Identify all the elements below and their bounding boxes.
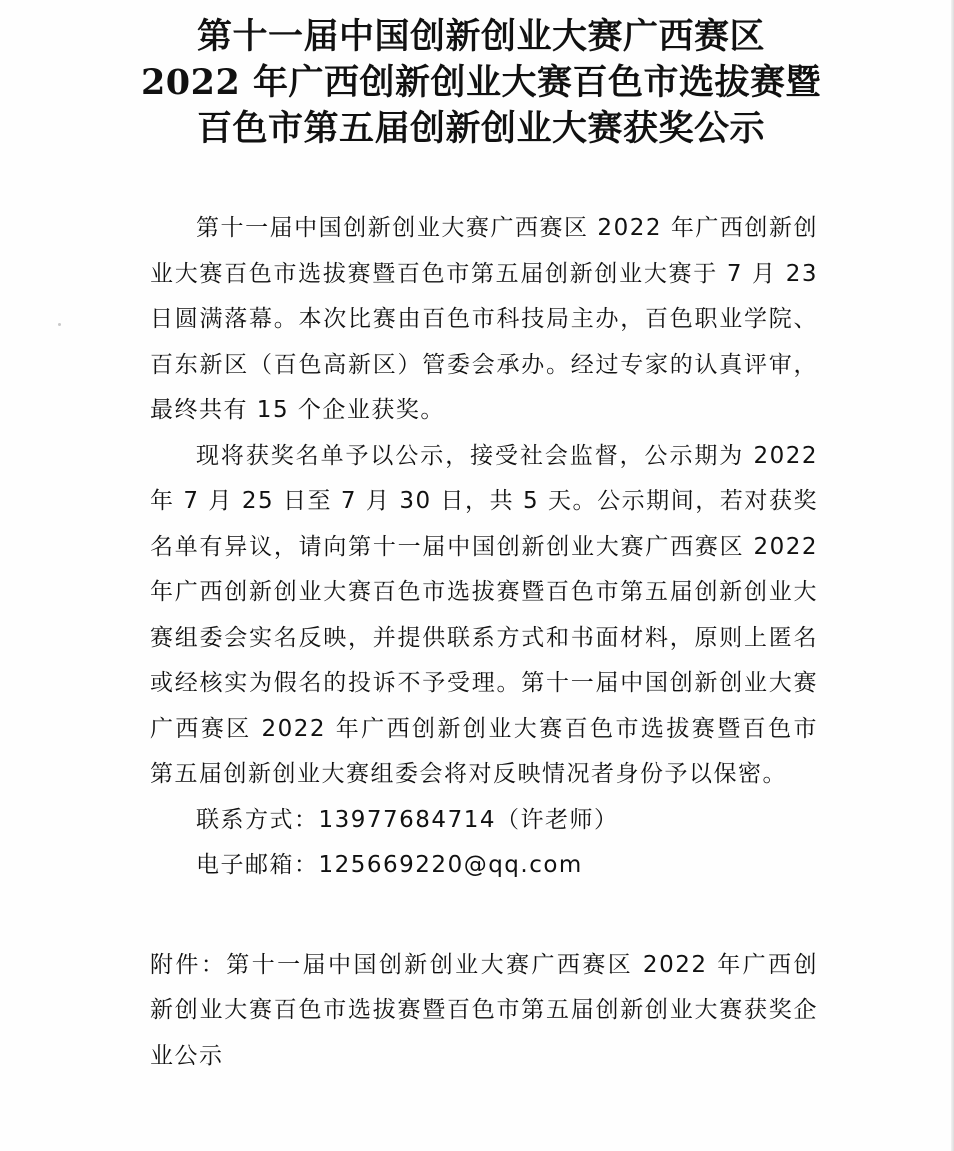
attachment-note: 附件：第十一届中国创新创业大赛广西赛区 2022 年广西创新创业大赛百色市选拔赛暨百色市第五届创新创业大赛获奖企业公示	[150, 951, 818, 1069]
scan-speck	[58, 323, 61, 326]
title-line-1: 第十一届中国创新创业大赛广西赛区	[196, 16, 765, 57]
title-line-3: 百色市第五届创新创业大赛获奖公示	[196, 108, 765, 149]
paragraph-publicity: 现将获奖名单予以公示，接受社会监督，公示期为 2022 年 7 月 25 日至 7 月 30 日，共 5 天。公示期间，若对获奖名单有异议，请向第十一届中国创新创业大赛广西赛区 2022 年广西创新创业大赛百色市选拔赛暨百色市第五届创新创业大赛组委会实名反映，并提供联系方式和书面材料，原则上匿名或经核实为假名的投诉不予受理。第十一届中国创新创业大赛广西赛区 2022 年广西创新创业大赛百色市选拔赛暨百色市第五届创新创业大赛组委会将对反映情况者身份予以保密。	[150, 442, 818, 787]
document-body	[150, 206, 818, 1079]
contact-email-value: 125669220@qq.com	[318, 852, 583, 878]
document-title	[60, 14, 902, 152]
contact-email-label: 电子邮箱：	[196, 852, 319, 878]
title-line-2: 2022 年广西创新创业大赛百色市选拔赛暨	[140, 62, 822, 103]
paragraph-announcement: 第十一届中国创新创业大赛广西赛区 2022 年广西创新创业大赛百色市选拔赛暨百色市第五届创新创业大赛于 7 月 23 日圆满落幕。本次比赛由百色市科技局主办，百色职业学院、百东新区（百色高新区）管委会承办。经过专家的认真评审，最终共有 15 个企业获奖。	[150, 215, 818, 423]
contact-phone	[150, 798, 818, 844]
contact-email	[150, 843, 818, 889]
contact-phone-label: 联系方式：	[196, 806, 319, 833]
contact-phone-value: 13977684714（许老师）	[318, 806, 619, 833]
